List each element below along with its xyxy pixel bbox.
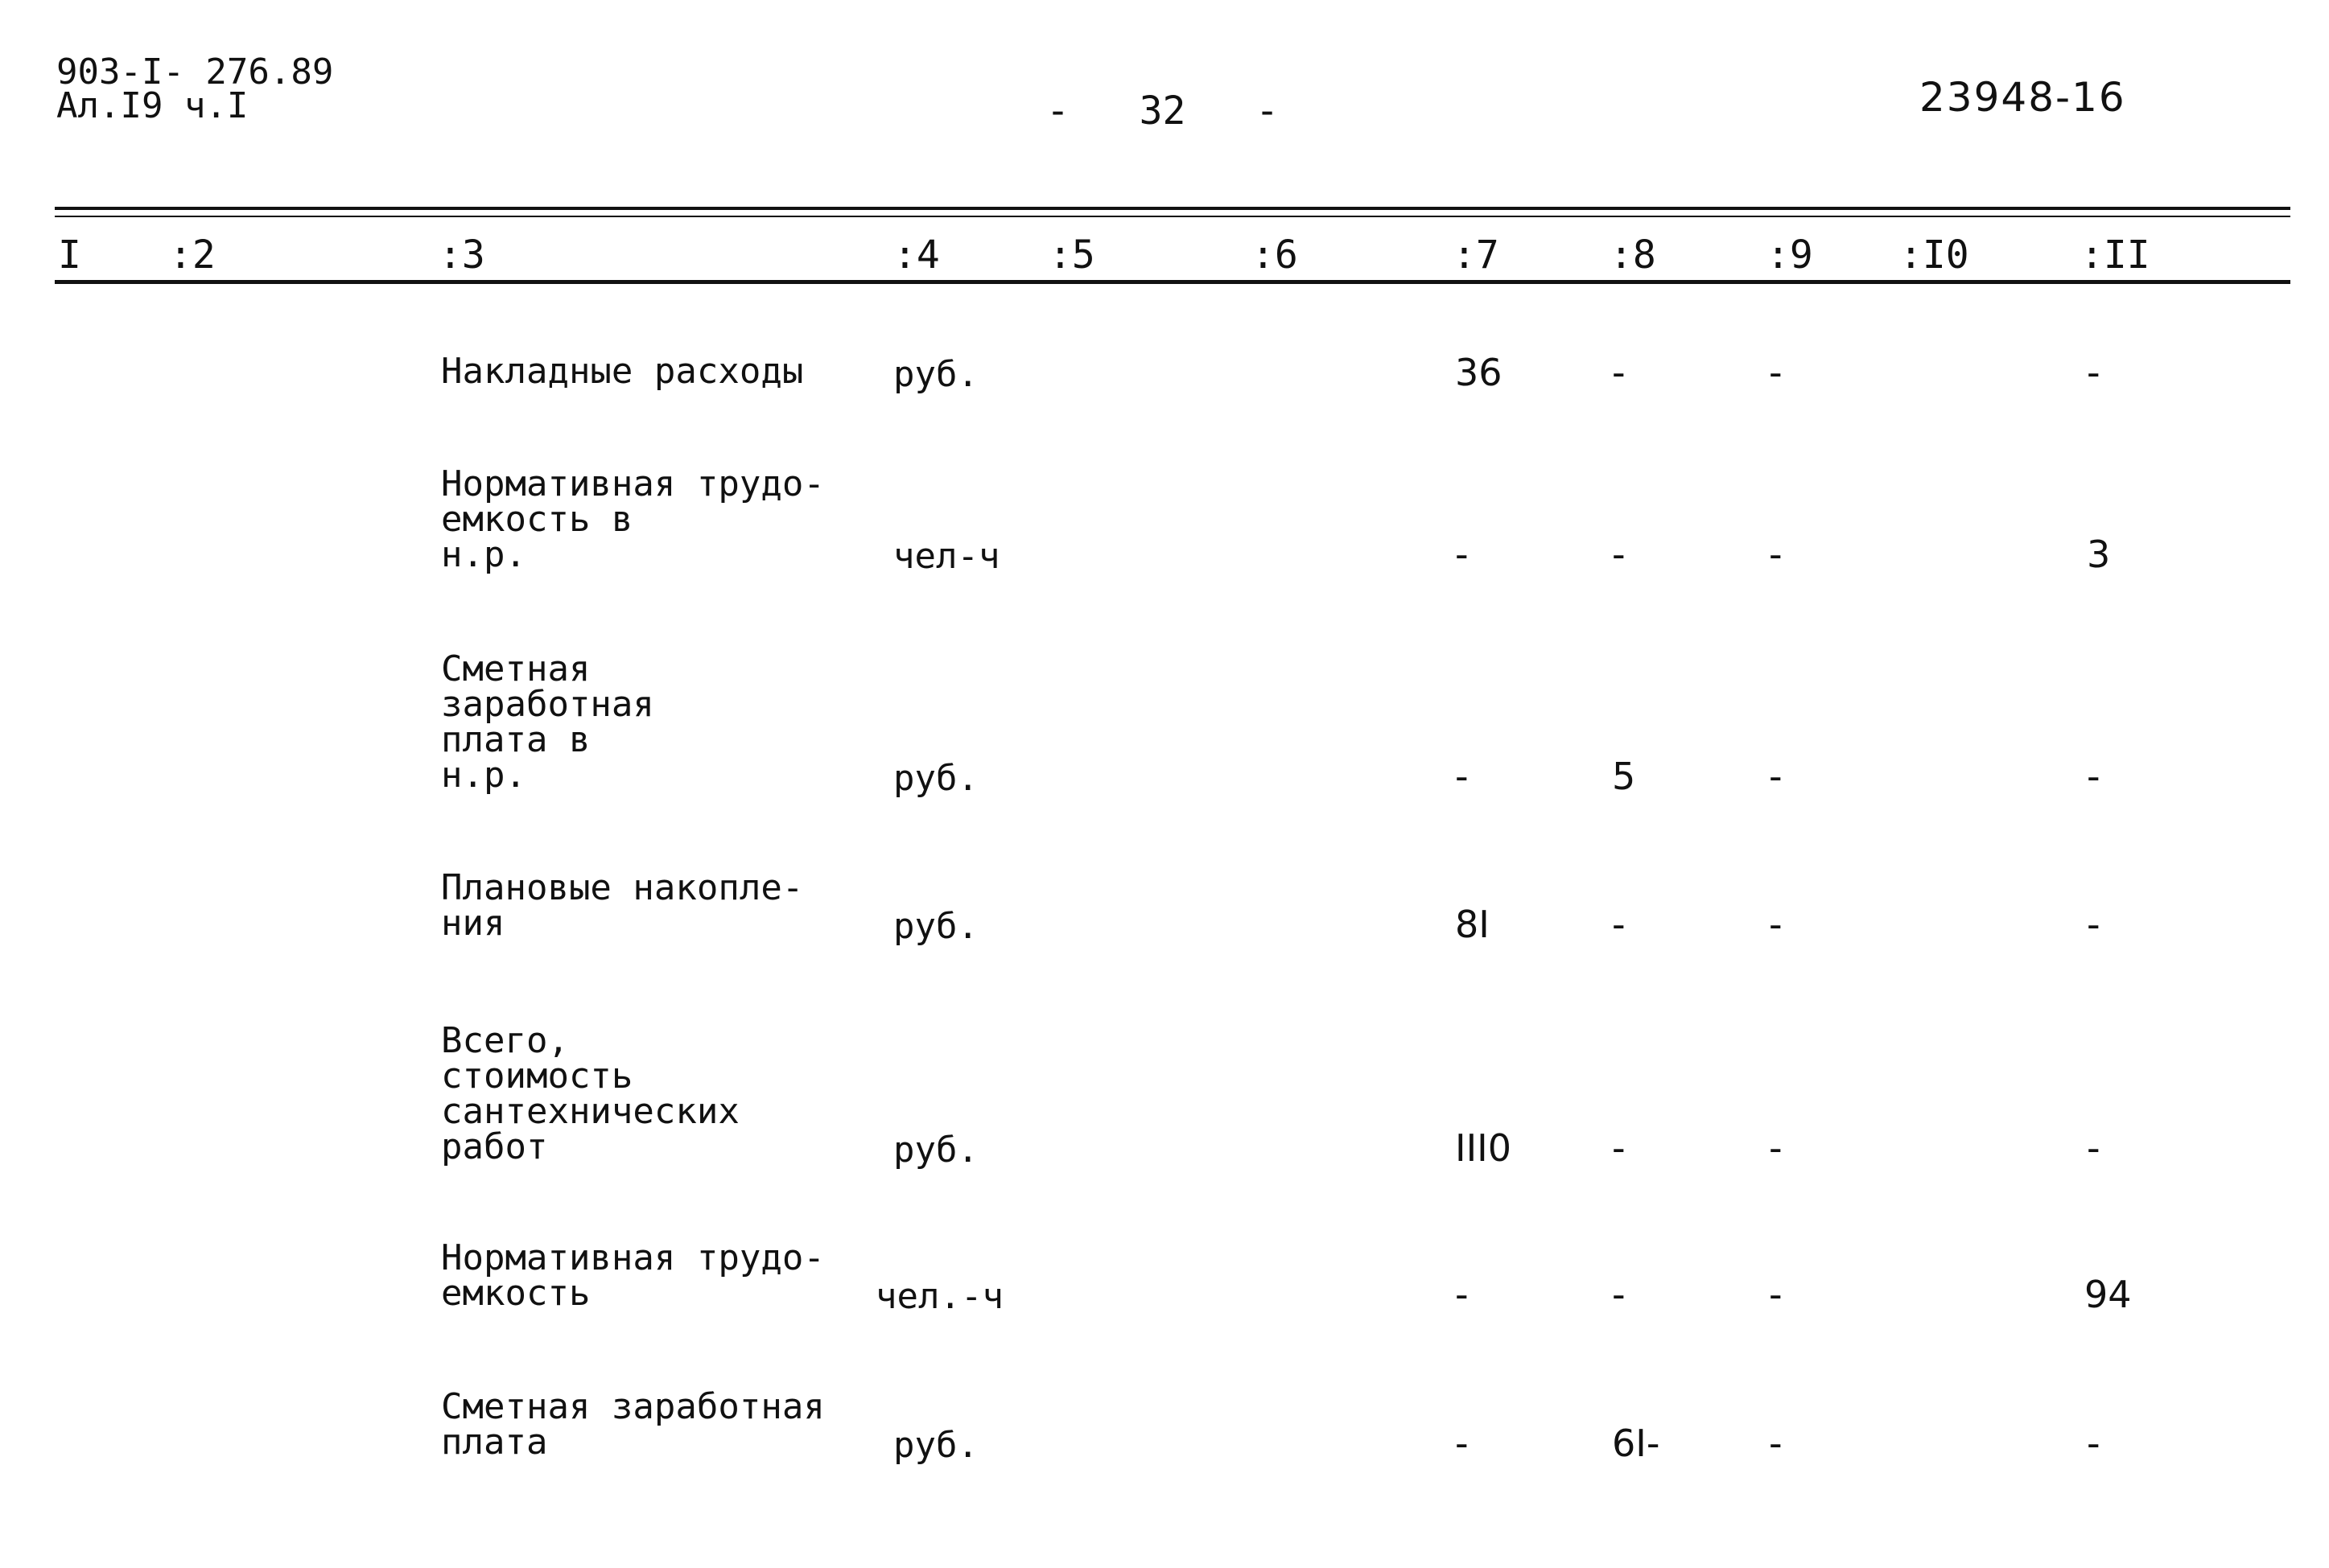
column-header-9: :9 bbox=[1766, 233, 1813, 278]
row-label: Нормативная трудо- емкость в н.р. bbox=[441, 463, 825, 575]
header-rule-top bbox=[55, 207, 2290, 210]
cell-col8: - bbox=[1612, 903, 1626, 946]
column-header-1: I bbox=[58, 233, 81, 278]
row-unit: руб. bbox=[893, 758, 979, 799]
document-number: 23948-16 bbox=[1919, 74, 2126, 121]
cell-col7: - bbox=[1455, 755, 1469, 798]
cell-col8: 5 bbox=[1612, 755, 1636, 798]
row-unit: руб. bbox=[893, 906, 979, 947]
column-header-4: :4 bbox=[893, 233, 940, 278]
cell-col9: - bbox=[1769, 533, 1783, 576]
column-header-10: :I0 bbox=[1899, 233, 1969, 278]
cell-col11: 3 bbox=[2087, 533, 2111, 576]
cell-col8: - bbox=[1612, 1126, 1626, 1170]
column-header-6: :6 bbox=[1251, 233, 1298, 278]
cell-col11: 94 bbox=[2084, 1273, 2132, 1316]
cell-col11: - bbox=[2087, 755, 2100, 798]
column-header-11: :II bbox=[2080, 233, 2150, 278]
cell-col7: - bbox=[1455, 533, 1469, 576]
cell-col9: - bbox=[1769, 1126, 1783, 1170]
row-unit: руб. bbox=[893, 1425, 979, 1466]
row-label: Всего, стоимость сантехнических работ bbox=[441, 1020, 740, 1167]
row-unit: чел.-ч bbox=[876, 1276, 1004, 1317]
cell-col8: 6I- bbox=[1612, 1422, 1660, 1465]
header-rule-top-thin bbox=[55, 216, 2290, 217]
cell-col7: III0 bbox=[1455, 1126, 1511, 1170]
cell-col9: - bbox=[1769, 1273, 1783, 1316]
row-label: Сметная заработная плата bbox=[441, 1386, 825, 1463]
cell-col9: - bbox=[1769, 351, 1783, 394]
cell-col9: - bbox=[1769, 755, 1783, 798]
row-label: Нормативная трудо- емкость bbox=[441, 1237, 825, 1314]
cell-col11: - bbox=[2087, 1126, 2100, 1170]
row-label: Накладные расходы bbox=[441, 351, 804, 392]
page-number: - 32 - bbox=[1046, 88, 1279, 134]
cell-col11: - bbox=[2087, 351, 2100, 394]
album-label: Ал.I9 ч.I bbox=[56, 85, 249, 126]
row-unit: руб. bbox=[893, 354, 979, 395]
cell-col8: - bbox=[1612, 533, 1626, 576]
row-label: Плановые накопле- ния bbox=[441, 867, 804, 944]
cell-col7: 8I bbox=[1455, 903, 1490, 946]
document-code: 903-I- 276.89 bbox=[56, 51, 334, 93]
column-header-5: :5 bbox=[1049, 233, 1095, 278]
cell-col7: 36 bbox=[1455, 351, 1503, 394]
column-header-8: :8 bbox=[1610, 233, 1656, 278]
column-header-3: :3 bbox=[439, 233, 485, 278]
row-label: Сметная заработная плата в н.р. bbox=[441, 648, 654, 796]
cell-col9: - bbox=[1769, 903, 1783, 946]
cell-col11: - bbox=[2087, 1422, 2100, 1465]
cell-col8: - bbox=[1612, 351, 1626, 394]
cell-col7: - bbox=[1455, 1422, 1469, 1465]
row-unit: чел-ч bbox=[893, 536, 1000, 577]
column-header-2: :2 bbox=[169, 233, 216, 278]
cell-col9: - bbox=[1769, 1422, 1783, 1465]
cell-col8: - bbox=[1612, 1273, 1626, 1316]
column-header-7: :7 bbox=[1453, 233, 1499, 278]
cell-col11: - bbox=[2087, 903, 2100, 946]
cell-col7: - bbox=[1455, 1273, 1469, 1316]
row-unit: руб. bbox=[893, 1130, 979, 1171]
header-rule-bottom bbox=[55, 280, 2290, 284]
